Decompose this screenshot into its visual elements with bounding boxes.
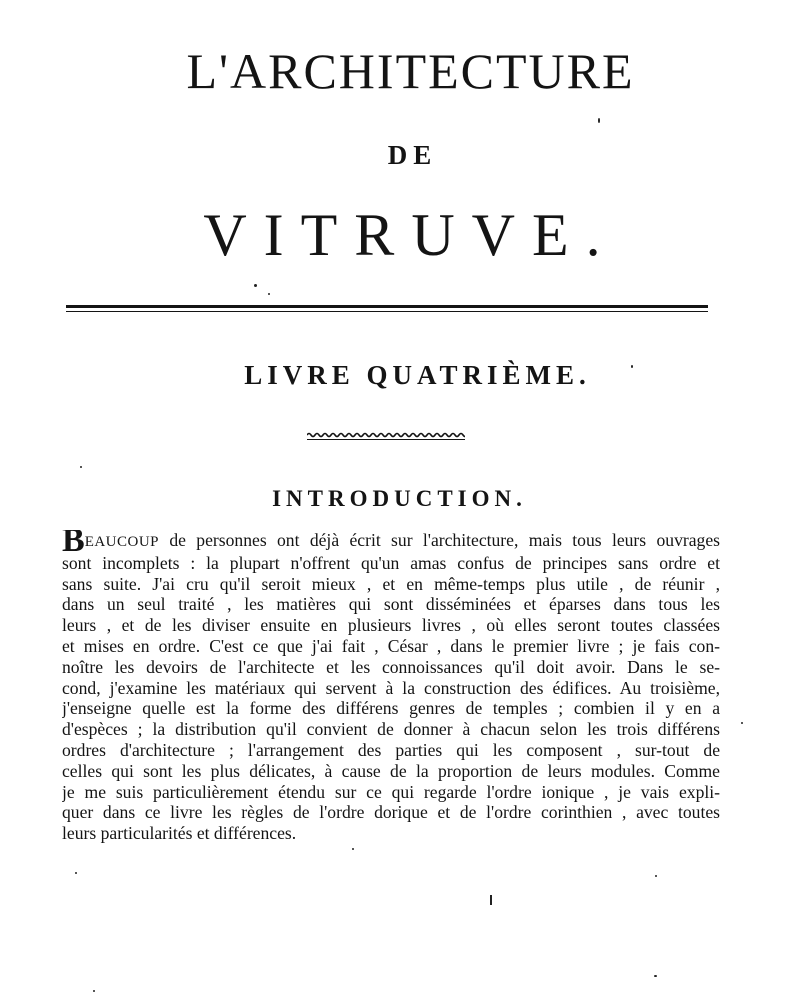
print-speck <box>93 990 95 992</box>
print-speck <box>75 872 77 874</box>
print-speck <box>80 466 82 468</box>
first-line-text: de personnes ont déjà écrit sur l'architecture, mais tous leurs ouvrages <box>159 530 720 550</box>
paragraph-line-last: leurs particularités et différences. <box>62 823 297 844</box>
paragraph-line-first <box>62 530 720 553</box>
wavy-ornament-divider <box>307 431 465 441</box>
title-rule-thick <box>66 305 708 308</box>
paragraph-line: dans un seul traité , les matières qui sont disséminées et éparses dans tous les <box>62 594 720 615</box>
paragraph-line: et mises en ordre. C'est ce que j'ai fait , César , dans le premier livre ; je fais con- <box>62 635 720 656</box>
paragraph-line: j'enseigne quelle est la forme des différens genres de temples ; combien il y en a <box>62 698 720 719</box>
print-speck <box>598 118 600 123</box>
drop-cap-letter: B <box>62 530 85 553</box>
book-title-connector: DE <box>387 140 438 170</box>
body-paragraph <box>62 530 720 844</box>
paragraph-line: noître les devoirs de l'architecte et les connoissances qu'il doit avoir. Dans le se- <box>62 656 720 677</box>
paragraph-line: celles qui sont les plus délicates, à cause de la proportion de leurs modules. Comme <box>62 760 720 781</box>
print-speck <box>741 722 743 724</box>
paragraph-line: je me suis particulièrement étendu sur ce qui regarde l'ordre ionique , je vais expli- <box>62 781 720 802</box>
paragraph-line: leurs , et de les diviser ensuite en plusieurs livres , où elles seront toutes classées <box>62 615 720 636</box>
book-title-author: VITRUVE. <box>203 202 618 268</box>
print-speck <box>654 975 657 977</box>
title-rule-thin <box>66 311 708 312</box>
section-title: INTRODUCTION. <box>272 486 527 511</box>
paragraph-line: d'espèces ; la distribution qu'il convient de donner à chacun selon les trois différens <box>62 719 720 740</box>
paragraph-line: cond, j'examine les matériaux qui servent à la construction des édifices. Au troisième, <box>62 677 720 698</box>
print-speck <box>254 284 257 287</box>
paragraph-line: sans suite. J'ai cru qu'il seroit mieux , et en même-temps plus utile , de réunir , <box>62 573 720 594</box>
chapter-title: LIVRE QUATRIÈME. <box>244 360 591 390</box>
book-title-main: L'ARCHITECTURE <box>186 43 635 99</box>
print-speck <box>268 293 270 295</box>
first-word-small-caps: EAUCOUP <box>84 534 160 550</box>
paragraph-line: ordres d'architecture ; l'arrangement des parties qui les composent , sur-tout de <box>62 739 720 760</box>
print-speck <box>352 848 354 850</box>
print-speck <box>655 875 657 877</box>
paragraph-line: quer dans ce livre les règles de l'ordre dorique et de l'ordre corinthien , avec toutes <box>62 802 720 823</box>
print-speck <box>631 365 633 368</box>
print-speck <box>490 895 492 905</box>
paragraph-line: sont incomplets : la plupart n'offrent qu'un amas confus de principes sans ordre et <box>62 552 720 573</box>
